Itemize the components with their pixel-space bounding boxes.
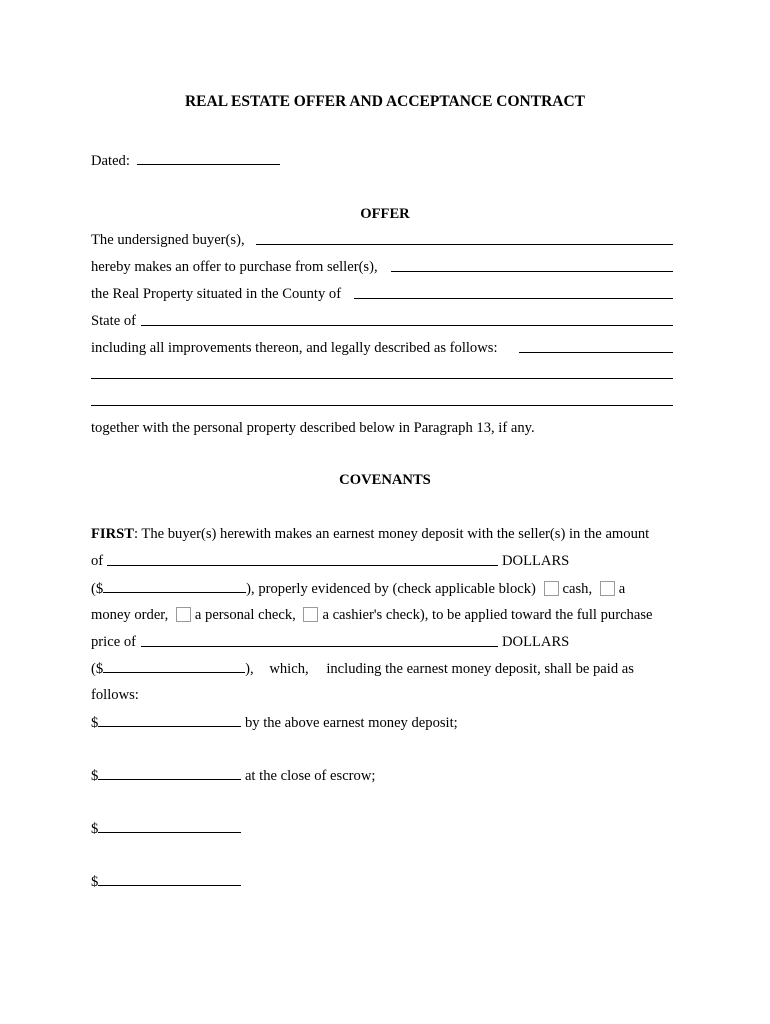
money-order-label: money order, (91, 607, 169, 623)
price-of-label: price of (91, 634, 136, 650)
including-text: including the earnest money deposit, shall be paid as (326, 661, 634, 677)
personal-property-text: together with the personal property described below in Paragraph 13, if any. (91, 420, 535, 436)
first-covenant-line (91, 526, 649, 543)
payment-method-line (91, 607, 652, 624)
covenants-heading: COVENANTS (339, 472, 431, 488)
payment-prefix: $ (91, 715, 99, 731)
payment-prefix: $ (91, 821, 99, 837)
county-label: the Real Property situated in the County of (91, 286, 342, 302)
payment-prefix: $ (91, 768, 99, 784)
payment-amount-field[interactable] (98, 714, 241, 727)
deposit-amount-words-field[interactable] (107, 565, 498, 566)
deposit-evidence-line (91, 580, 625, 598)
which-label: which, (269, 661, 309, 677)
payment-row (91, 767, 375, 785)
personal-check-checkbox[interactable] (176, 607, 191, 622)
payment-prefix: $ (91, 874, 99, 890)
payment-amount-field[interactable] (98, 820, 241, 833)
buyers-field[interactable] (256, 244, 673, 245)
sellers-field[interactable] (391, 271, 673, 272)
cashiers-check-checkbox[interactable] (303, 607, 318, 622)
price-dollars-label: DOLLARS (502, 634, 570, 650)
follows-label: follows: (91, 687, 139, 703)
personal-check-label: a personal check, (194, 607, 296, 623)
of-label: of (91, 553, 104, 569)
cashiers-check-label: a cashier's check), to be applied toward the full purchase (322, 607, 653, 623)
cash-label: cash, (562, 581, 593, 597)
money-order-checkbox[interactable] (600, 581, 615, 596)
document-title: REAL ESTATE OFFER AND ACCEPTANCE CONTRACT (184, 93, 586, 110)
legal-description-field-2[interactable] (91, 378, 673, 379)
county-field[interactable] (354, 298, 673, 299)
a-label: a (618, 581, 626, 597)
price-close: ), (245, 661, 254, 677)
legal-description-field-1[interactable] (519, 352, 673, 353)
deposit-dollars-label: DOLLARS (502, 553, 570, 569)
state-field[interactable] (141, 325, 673, 326)
first-text: : The buyer(s) herewith makes an earnest money deposit with the seller(s) in the amount (133, 526, 650, 542)
improvements-label: including all improvements thereon, and legally described as follows: (91, 340, 498, 356)
dated-field[interactable] (137, 152, 280, 165)
price-amount-line (91, 660, 634, 678)
dated-label: Dated: (91, 153, 130, 169)
payment-amount-field[interactable] (98, 873, 241, 886)
payment-text: by the above earnest money deposit; (244, 715, 458, 731)
dollar-open: ($ (91, 581, 104, 597)
payment-amount-field[interactable] (98, 767, 241, 780)
first-label: FIRST (91, 526, 134, 542)
payment-row (91, 873, 241, 891)
price-words-field[interactable] (141, 646, 498, 647)
payment-row (91, 820, 241, 838)
sellers-label: hereby makes an offer to purchase from seller(s), (91, 259, 378, 275)
dated-row (91, 152, 280, 170)
cash-checkbox[interactable] (544, 581, 559, 596)
payment-row (91, 714, 458, 732)
price-dollar-open: ($ (91, 661, 104, 677)
deposit-amount-field[interactable] (103, 580, 246, 593)
offer-heading: OFFER (360, 206, 410, 222)
price-amount-field[interactable] (103, 660, 245, 673)
evidenced-text: ), properly evidenced by (check applicable block) (246, 581, 536, 597)
state-label: State of (91, 313, 136, 329)
buyers-label: The undersigned buyer(s), (91, 232, 245, 248)
legal-description-field-3[interactable] (91, 405, 673, 406)
payment-text: at the close of escrow; (244, 768, 376, 784)
